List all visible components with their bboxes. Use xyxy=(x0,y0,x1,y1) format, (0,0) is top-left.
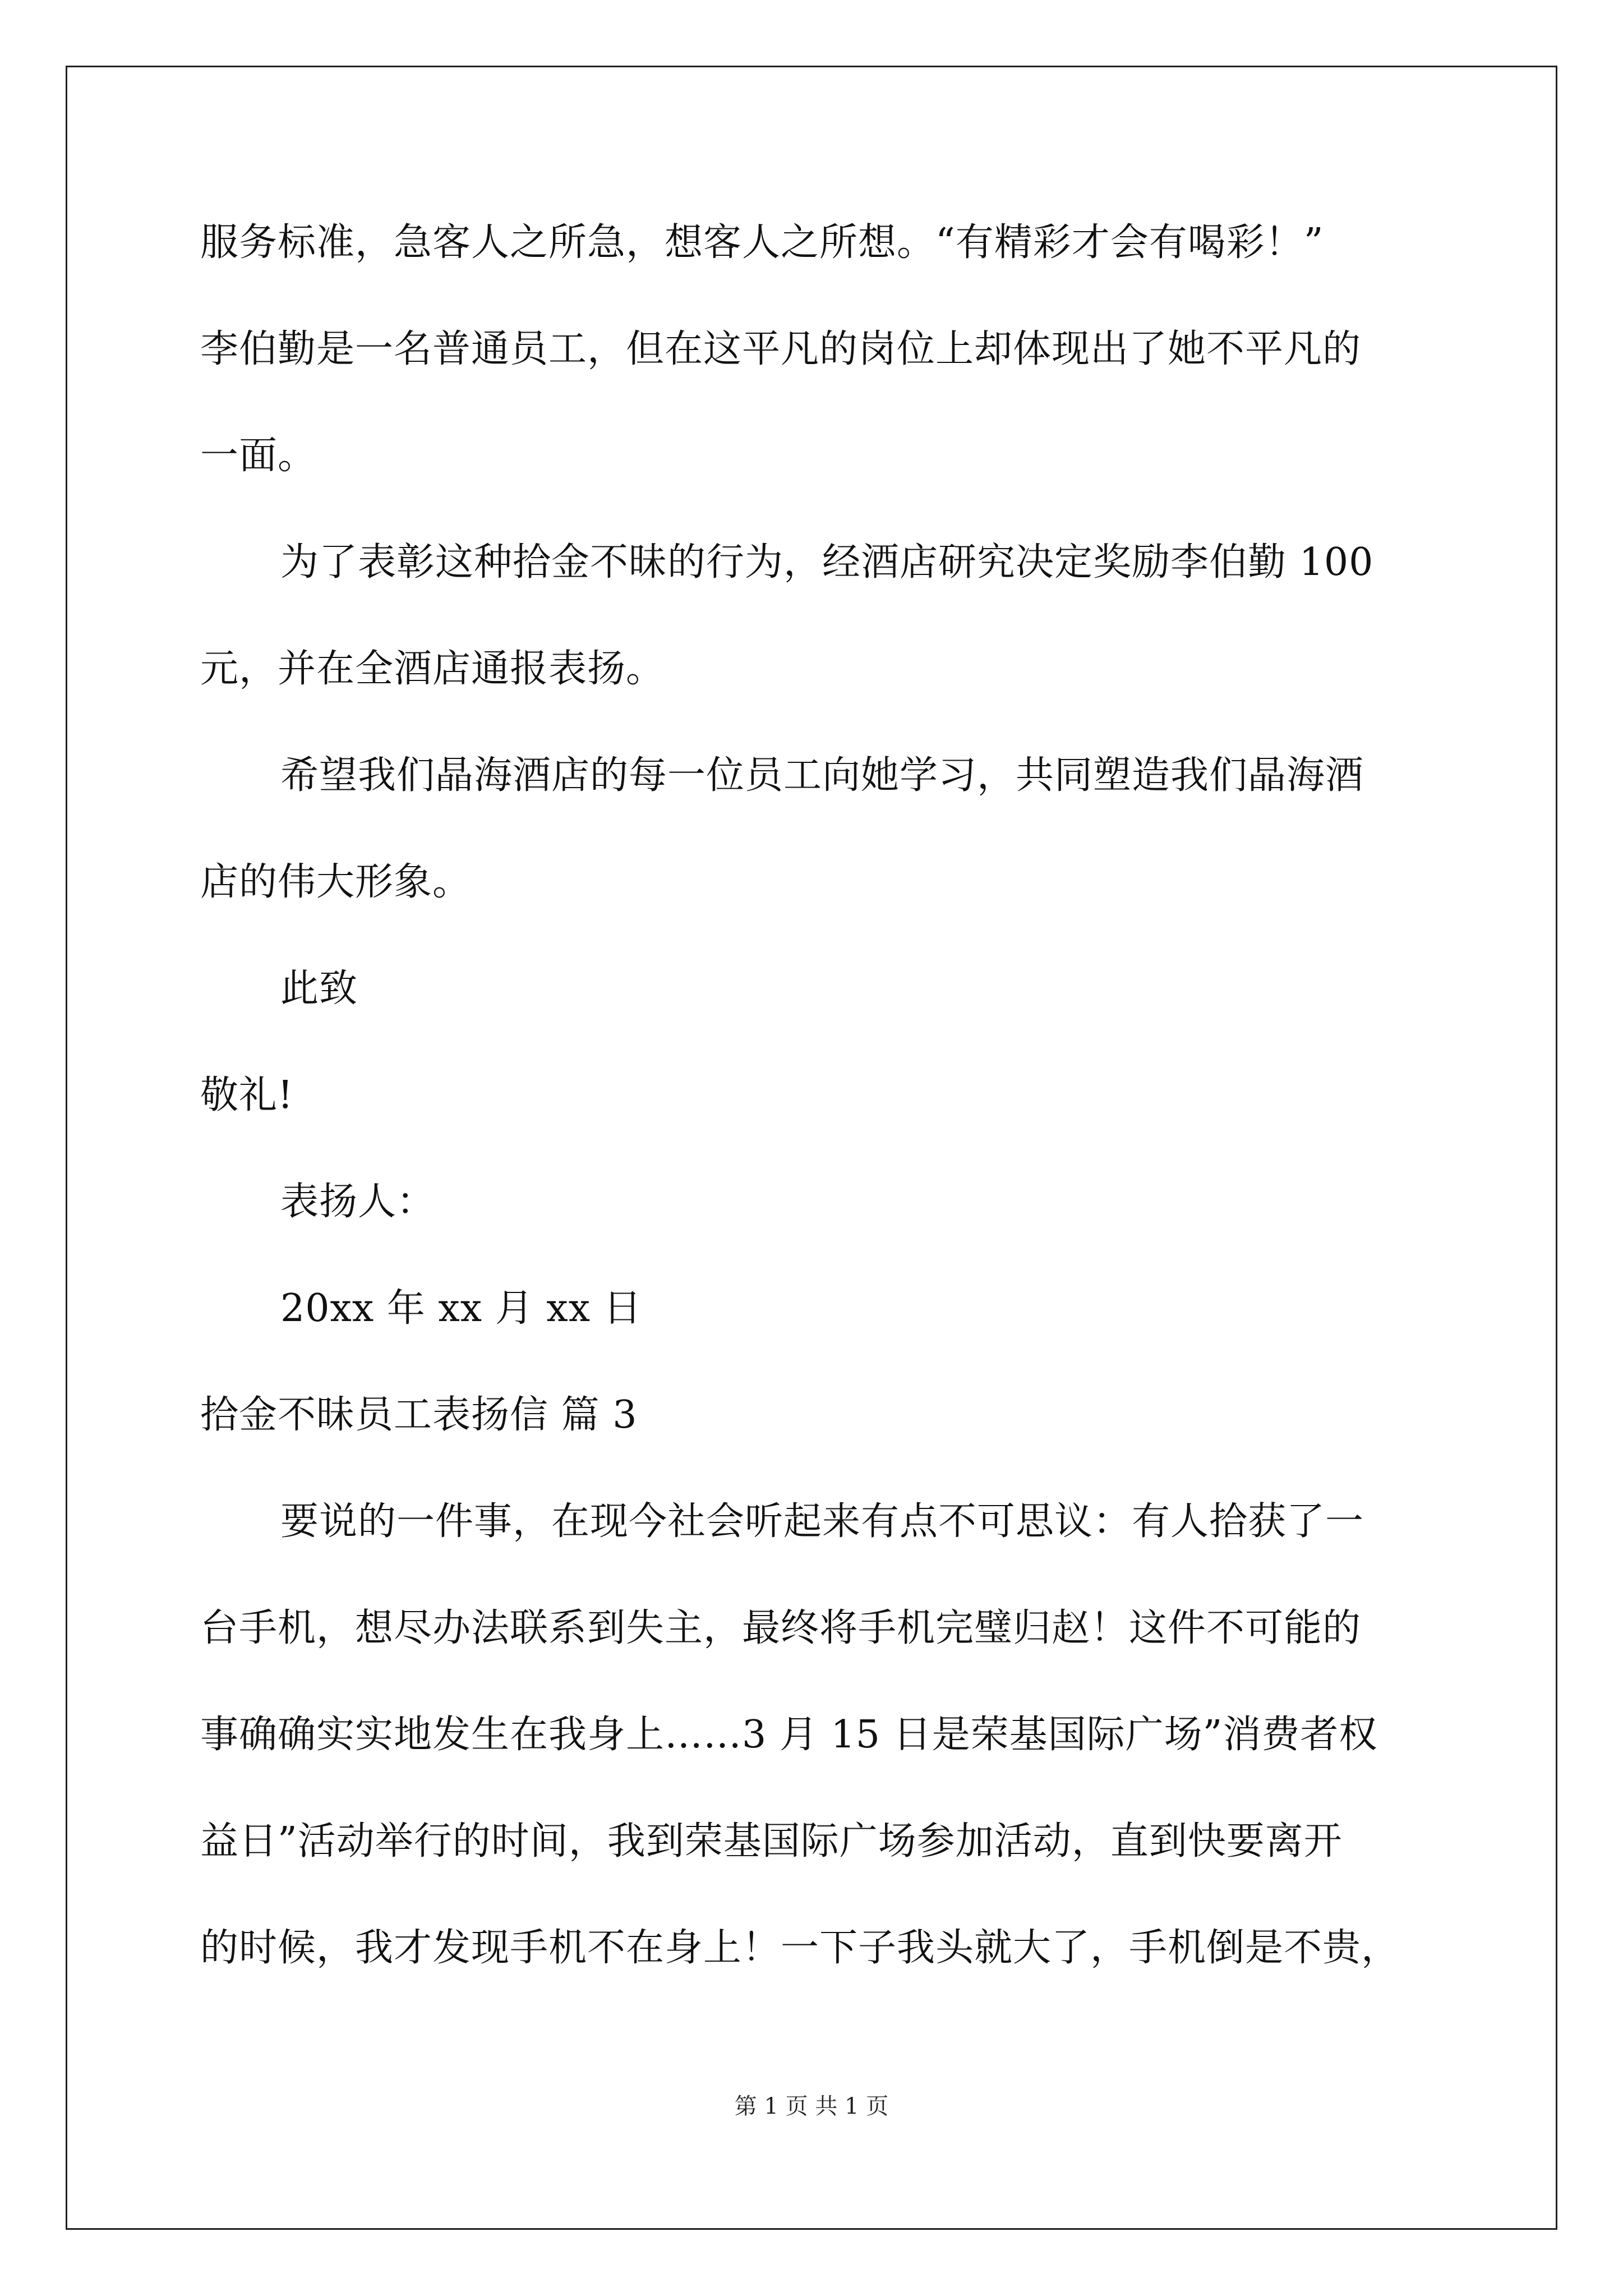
paragraph-line: 要说的一件事，在现今社会听起来有点不可思议：有人拾获了一 xyxy=(280,1499,1364,1544)
paragraph-line: 益日”活动举行的时间，我到荣基国际广场参加活动，直到快要离开 xyxy=(200,1819,1343,1864)
signature-label: 表扬人： xyxy=(280,1180,436,1224)
date-line: 20xx 年 xx 月 xx 日 xyxy=(280,1286,642,1331)
paragraph-line: 台手机，想尽办法联系到失主，最终将手机完璧归赵！这件不可能的 xyxy=(200,1606,1362,1650)
paragraph-line: 店的伟大形象。 xyxy=(200,860,472,904)
section-heading: 拾金不昧员工表扬信 篇 3 xyxy=(200,1393,638,1437)
closing-regards: 敬礼! xyxy=(200,1073,294,1117)
paragraph-line: 一面。 xyxy=(200,434,317,478)
page-number-footer: 第 1 页 共 1 页 xyxy=(734,2093,889,2119)
paragraph-line: 事确确实实地发生在我身上……3 月 15 日是荣基国际广场”消费者权 xyxy=(200,1713,1378,1757)
page-border xyxy=(66,66,1557,2230)
paragraph-line: 的时候，我才发现手机不在身上！一下子我头就大了，手机倒是不贵， xyxy=(200,1926,1400,1970)
paragraph-line: 元，并在全酒店通报表扬。 xyxy=(200,647,665,691)
paragraph-line: 李伯勤是一名普通员工，但在这平凡的岗位上却体现出了她不平凡的 xyxy=(200,327,1362,371)
paragraph-line: 希望我们晶海酒店的每一位员工向她学习，共同塑造我们晶海酒 xyxy=(280,753,1364,798)
paragraph-line: 为了表彰这种拾金不昧的行为，经酒店研究决定奖励李伯勤 100 xyxy=(280,540,1374,585)
paragraph-line: 服务标准，急客人之所急，想客人之所想。“有精彩才会有喝彩！” xyxy=(200,220,1324,265)
closing-salutation: 此致 xyxy=(280,967,358,1011)
